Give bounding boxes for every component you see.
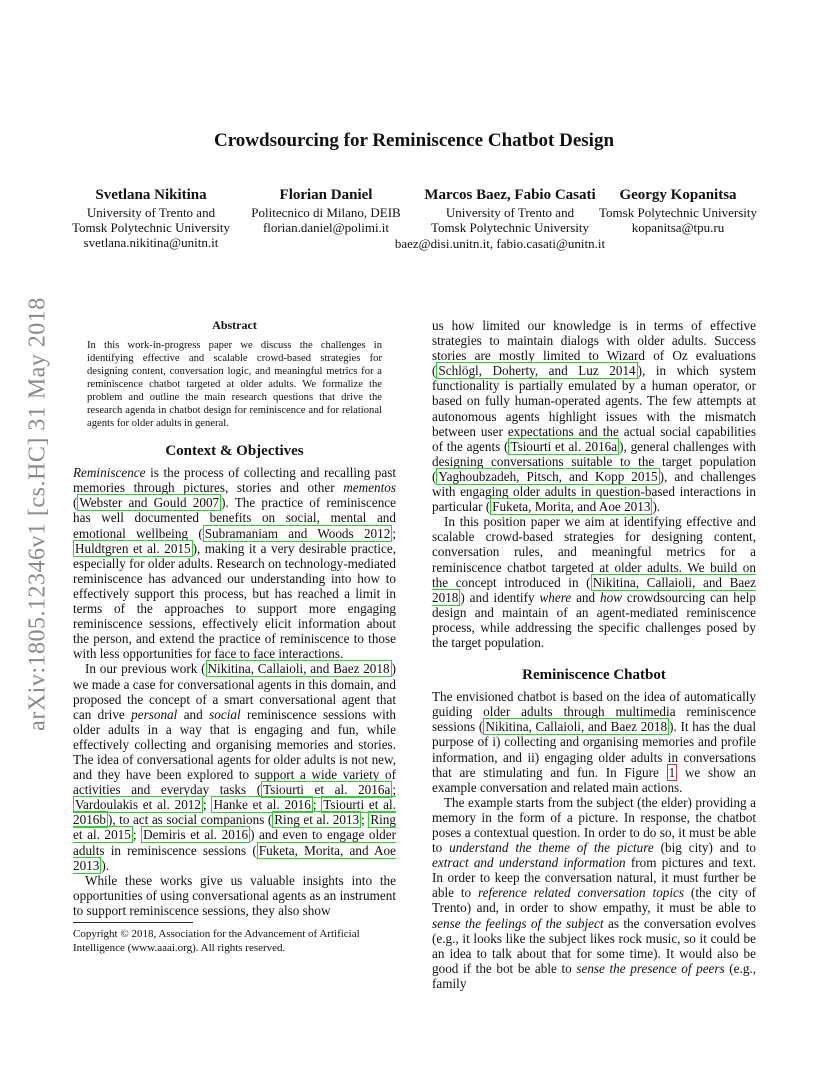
citation-link[interactable]: Ring et al. 2015 [73, 812, 396, 843]
text-run: ) and identify [460, 589, 540, 605]
author-3 [412, 186, 608, 235]
text-run: ) we made a case for conversational agents in this domain, and proposed the concept of a smart conversational agent that can drive [73, 661, 396, 722]
citation-link[interactable]: Nikitina, Callaioli, and Baez 2018 [485, 719, 668, 735]
text-run: we show an example conversation and related main actions. [432, 764, 756, 795]
emphasis: social [209, 706, 241, 722]
emphasis: where [539, 589, 572, 605]
citation-link[interactable]: Yaghoubzadeh, Pitsch, and Kopp 2015 [438, 468, 658, 484]
emphasis: understand the theme of the picture [449, 840, 654, 856]
citation-link[interactable]: Webster and Gould 2007 [79, 495, 220, 511]
citation-link[interactable]: Hanke et al. 2016 [213, 797, 311, 813]
text-run: ). [652, 499, 661, 515]
arxiv-identifier: arXiv:1805.12346v1 [cs.HC] 31 May 2018 [24, 297, 51, 731]
text-run: and [177, 706, 210, 722]
author-email: svetlana.nikitina@unitn.it [83, 235, 219, 250]
author-name: Marcos Baez, Fabio Casati [424, 187, 596, 203]
author-affiliation: Politecnico di Milano, DEIB [251, 205, 401, 220]
author-email: kopanitsa@tpu.ru [631, 220, 725, 235]
text-run: us how limited our knowledge is in terms of effective strategies to maintain dialogs with older adults. Success stories are mostly limited to Wizard of Oz evaluations ( [432, 318, 756, 379]
citation-link[interactable]: Schlögl, Doherty, and Luz 2014 [438, 363, 636, 379]
text-run: In our previous work ( [85, 661, 206, 677]
paragraph-continued [432, 318, 756, 514]
author-affiliation: Tomsk Polytechnic University [599, 205, 757, 220]
citation-link[interactable]: Demiris et al. 2016 [143, 827, 249, 843]
paragraph [73, 465, 396, 661]
text-run: (e.g., family [432, 960, 757, 991]
text-run: The example starts from the subject (the elder) providing a memory in the form of a picture. In response, the chatbot poses a contextual question. In order to do so, it must be able to [432, 794, 756, 856]
text-run: crowdsourcing can help design and maintain of an agent-mediated reminiscence process, while addressing the specific challenges posed by the target population. [432, 589, 756, 650]
text-run: ), and challenges with engaging older adults in question-based interactions in particular ( [432, 468, 756, 515]
emphasis: mementos [343, 480, 396, 496]
emphasis: sense the presence of peers [576, 960, 725, 976]
emphasis: reference related conversation topics [478, 885, 685, 901]
right-column [432, 318, 756, 991]
author-4 [592, 186, 764, 235]
text-run: ; [132, 827, 142, 843]
text-run: ), general challenges with designing conversations suitable to the target population ( [432, 438, 756, 484]
citation-link[interactable]: Fuketa, Morita, and Aoe 2013 [492, 499, 651, 515]
text-run: (the city of Trento) and, in order to show empathy, it must be able to [432, 885, 756, 916]
author-name: Florian Daniel [279, 187, 373, 203]
citation-link[interactable]: Tsiourti et al. 2016b [73, 797, 396, 828]
text-run: ; [312, 797, 322, 813]
arxiv-identifier-stamp [18, 274, 58, 754]
emphasis: sense the feelings of the subject [432, 915, 604, 931]
text-run: as the conversation evolves (e.g., it looks like the subject likes rock music, so it could be an idea to talk about that for some time). It would also be good if the bot be able to [432, 915, 757, 976]
text-run: ), to act as social companions ( [107, 812, 273, 828]
text-run: ; [203, 797, 212, 813]
footnote-rule [73, 922, 193, 923]
copyright-line: Copyright © 2018, Association for the Advancement of Artificial [73, 928, 360, 940]
left-column [73, 318, 396, 918]
text-run: ( [73, 495, 78, 511]
emphasis: extract and understand information [432, 855, 626, 871]
citation-link[interactable]: Huldtgren et al. 2015 [75, 540, 191, 556]
section-heading-chatbot: Reminiscence Chatbot [522, 667, 666, 684]
text-run: from pictures and text. In order to keep the conversation natural, it must further be able to [432, 855, 756, 901]
author-affiliation: University of Trento and [86, 205, 216, 220]
author-name: Svetlana Nikitina [95, 187, 207, 203]
author-affiliation: Tomsk Polytechnic University [431, 220, 589, 235]
emphasis: Reminiscence [73, 465, 146, 481]
citation-link[interactable]: Subramaniam and Woods 2012 [204, 525, 391, 541]
section-heading-context: Context & Objectives [165, 443, 304, 460]
citation-link[interactable]: Tsiourti et al. 2016a [510, 438, 618, 454]
paragraph [432, 795, 756, 991]
text-run: ) and even to engage older adults in reminiscence sessions ( [73, 827, 396, 858]
paragraph [432, 514, 756, 650]
author-affiliation: University of Trento and [445, 205, 575, 220]
abstract-heading: Abstract [212, 318, 257, 332]
emphasis: personal [131, 706, 178, 722]
text-run: In this position paper we aim at identifying effective and scalable crowd-based strategies for designing content, conversation rules, and meaningful metrics for a reminiscence chatbot targeted at older adults. We build on the concept introduced in ( [432, 514, 756, 590]
abstract-text: In this work-in-progress paper we discuss the challenges in identifying effective and scalable crowd-based strategies for designing content, conversation logic, and meaningful metrics for a reminiscence chatbot targeted at older adults. We formalize the problem and outline the main research questions that drive the research agenda in chatbot design for reminiscence and for relational agents for older adults in general. [87, 340, 382, 430]
text-run: ; [361, 812, 369, 828]
paper-title: Crowdsourcing for Reminiscence Chatbot Design [213, 130, 615, 151]
citation-link[interactable]: Nikitina, Callaioli, and Baez 2018 [207, 661, 390, 677]
author-email: florian.daniel@polimi.it [262, 220, 390, 235]
text-run: and [571, 589, 600, 605]
emphasis: how [600, 589, 622, 605]
citation-link[interactable]: Nikitina, Callaioli, and Baez 2018 [432, 574, 756, 605]
citation-link[interactable]: Fuketa, Morita, and Aoe 2013 [73, 842, 396, 873]
author-2 [244, 186, 408, 235]
citation-link[interactable]: Vardoulakis et al. 2012 [75, 797, 201, 813]
author-1 [64, 186, 238, 250]
paragraph: While these works give us valuable insights into the opportunities of using conversational agents as an instrument to support reminiscence sessions, they also show [73, 872, 396, 918]
text-run: ), in which system functionality is partially emulated by a human operator, or based on fully human-operated agents. The few attempts at autonomous agents highlight issues with the mismatch between user expectations and the actual social capabilities of the agents ( [432, 363, 756, 454]
paragraph [432, 689, 756, 795]
text-run: ). [101, 857, 110, 873]
text-run: ; [392, 782, 396, 798]
text-run: reminiscence sessions with older adults in a way that is engaging and fun, while effectively collecting and organising memories and stories. The idea of conversational agents for older adults is not new, and they have been explored to support a wide variety of activities and everyday tasks ( [73, 706, 396, 798]
copyright-line: Intelligence (www.aaai.org). All rights reserved. [73, 942, 286, 954]
text-run: ), making it a very desirable practice, especially for older adults. Research on technology-mediated reminiscence has advanced our understanding into how to effectively support this process, but has reached a limit in terms of the approaches to support more engaging reminiscence sessions, effectively elicit information about the person, and extend the practice of reminiscence to those with less opportunities for face to face interactions. [73, 540, 396, 662]
text-run: is the process of collecting and recalling past memories through pictures, stories and other [73, 465, 396, 496]
author-name: Georgy Kopanitsa [619, 187, 737, 203]
text-run: ). The practice of reminiscence has well documented benefits on social, mental and emotional wellbeing ( [73, 495, 396, 541]
author-affiliation: Tomsk Polytechnic University [72, 220, 230, 235]
citation-link[interactable]: Tsiourti et al. 2016a [263, 782, 391, 798]
author-email-shared: baez@disi.unitn.it, fabio.casati@unitn.it [394, 236, 606, 251]
text-run: ). It has the dual purpose of i) collecting and organising memories and profile information, and ii) engaging older adults in conversations that are stimulating and fun. In Figure [432, 719, 756, 780]
copyright-footnote [73, 922, 396, 955]
figure-reference-link[interactable]: 1 [668, 764, 676, 780]
text-run: ; [392, 525, 396, 541]
text-run: The envisioned chatbot is based on the idea of automatically guiding older adults through multimedia reminiscence sessions ( [432, 689, 756, 735]
citation-link[interactable]: Ring et al. 2013 [274, 812, 360, 828]
text-run: (big city) and to [653, 840, 756, 856]
paragraph [73, 661, 396, 872]
